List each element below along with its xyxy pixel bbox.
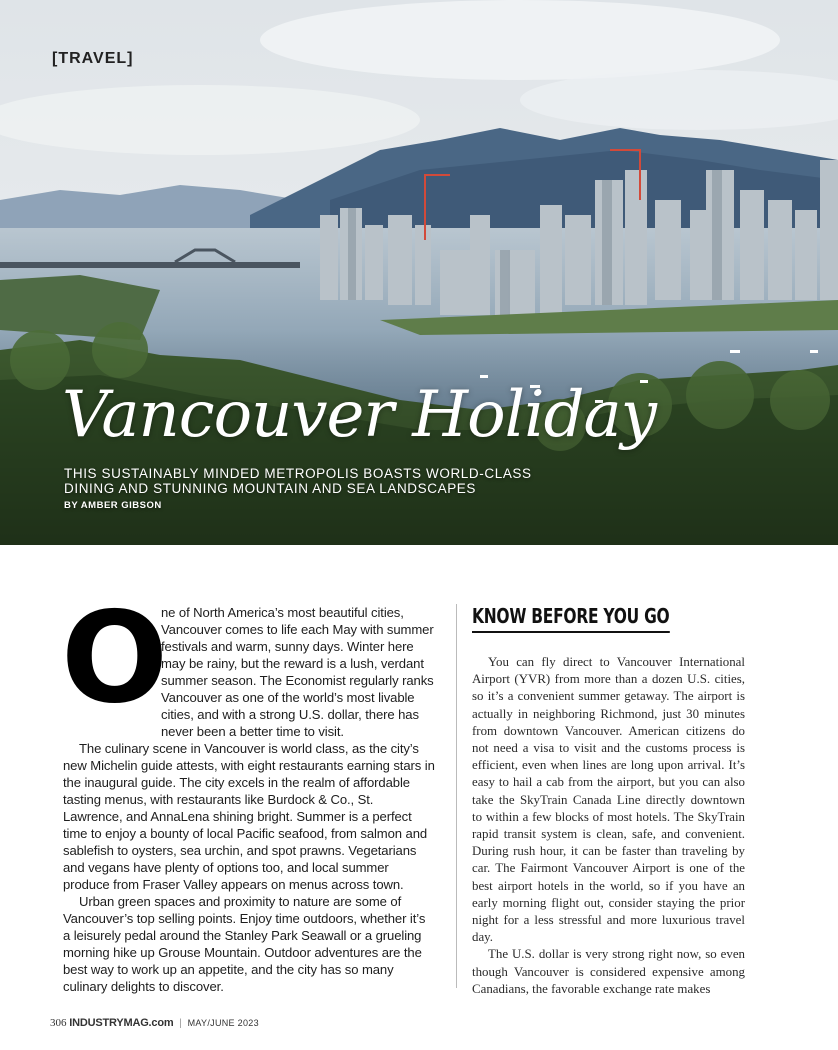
page-number: 306 — [50, 1017, 67, 1029]
column-divider — [456, 604, 457, 988]
page-footer — [50, 1017, 259, 1029]
drop-cap: O — [61, 584, 169, 731]
issue-date: MAY/JUNE 2023 — [187, 1018, 259, 1028]
article-body — [61, 584, 435, 995]
sidebar-paragraph: The U.S. dollar is very strong right now, so even though Vancouver is considered expensive among Canadians, the favorable exchange rate makes — [472, 947, 745, 996]
sidebar-body — [472, 654, 745, 998]
sidebar-paragraph: You can fly direct to Vancouver International Airport (YVR) from more than a dozen U.S. cities, so it’s a convenient summer getaway. The airport is actually in neighboring Richmond, just 30 minutes from downtown Vancouver. American citizens do not need a visa to visit and the customs process is efficient, even when lines are long upon arrival. It’s easy to hail a cab from the airport, but you can also take the SkyTrain Canada Line directly downtown to within a few blocks of most hotels. The SkyTrain rapid transit system is clean, safe, and convenient. During rush hour, it can be faster than traveling by car. The Fairmont Vancouver Airport is one of the best airport hotels in the world, so if you have an early morning flight out, consider staying the prior night for a less stressful and more luxurious travel day. — [472, 655, 745, 945]
byline: BY AMBER GIBSON — [64, 500, 162, 511]
article-paragraph: ne of North America’s most beautiful cities, Vancouver comes to life each May with summer festivals and warm, sunny days. Winter here may be rainy, but the reward is a lush, verdant summer season. The Economist regularly ranks Vancouver as one of the world’s most livable cities, and with a strong U.S. dollar, there has never been a better time to visit. — [161, 605, 434, 739]
article-paragraph: Urban green spaces and proximity to nature are some of Vancouver’s top selling points. Enjoy time outdoors, whether it’s a leisurely pedal around the Stanley Park Seawall or a grueling morning hike up Grouse Mountain. Outdoor adventures are the best way to work up an appetite, and the city has so many culinary delights to discover. — [63, 894, 426, 994]
article-paragraph: The culinary scene in Vancouver is world class, as the city’s new Michelin guide attests, with eight restaurants earning stars in the inaugural guide. The city excels in the realm of affordable tasting menus, with restaurants like Burdock & Co., St. Lawrence, and AnnaLena shining bright. Summer is a perfect time to enjoy a bounty of local Pacific seafood, from salmon and sablefish to oysters, sea urchin, and spot prawns. Vegetarians and vegans have plenty of options too, and local summer produce from Fraser Valley appears on menus across town. — [63, 741, 435, 892]
article-title: Vancouver Holiday — [62, 378, 656, 452]
drop-cap-container — [61, 584, 169, 731]
sidebar-heading: KNOW BEFORE YOU GO — [472, 604, 669, 633]
article-subtitle: THIS SUSTAINABLY MINDED METROPOLIS BOASTS WORLD-CLASS DINING AND STUNNING MOUNTAIN AND SEA LANDSCAPES — [64, 466, 532, 496]
section-tag: [TRAVEL] — [52, 50, 134, 67]
footer-separator: | — [179, 1018, 182, 1029]
brand-name: INDUSTRYMAG.com — [69, 1017, 174, 1029]
